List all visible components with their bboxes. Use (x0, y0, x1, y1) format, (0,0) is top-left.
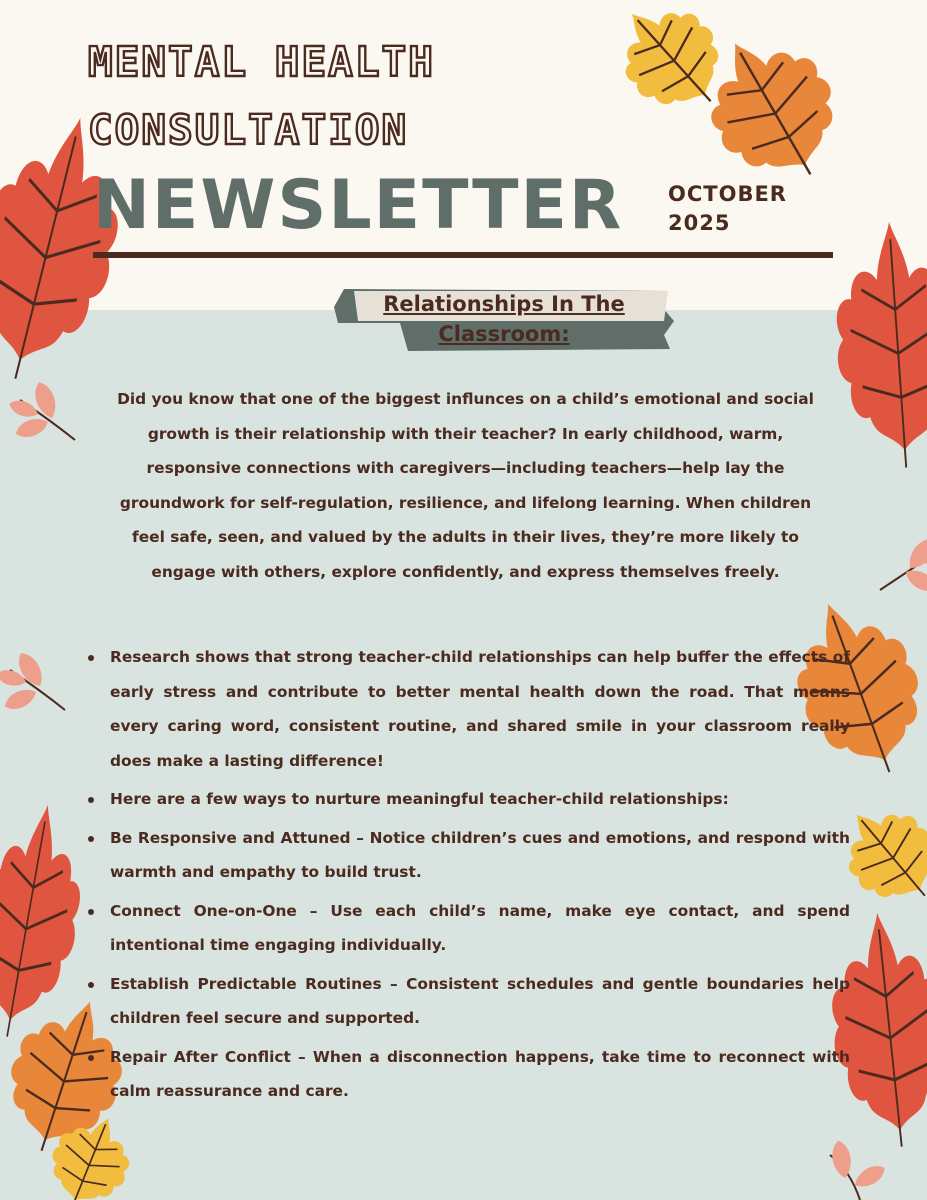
header-divider (93, 252, 833, 258)
list-item-text: Here are a few ways to nurture meaningful teacher-child relationships: (110, 790, 729, 808)
bullet-icon (88, 655, 94, 661)
intro-paragraph (78, 382, 853, 589)
bullet-icon (88, 909, 94, 915)
intro-line: engage with others, explore confidently, and express themselves freely. (151, 562, 780, 581)
list-item (78, 1040, 850, 1109)
title-line-consultation: CONSULTATION (88, 106, 409, 154)
tips-list (78, 640, 850, 1113)
title-newsletter: NEWSLETTER (93, 166, 624, 245)
bullet-icon (88, 836, 94, 842)
bullet-icon (88, 1055, 94, 1061)
list-item (78, 821, 850, 890)
list-item-text: Be Responsive and Attuned – Notice children’s cues and emotions, and respond with warmth and empathy to build trust. (110, 828, 850, 881)
issue-date (668, 180, 787, 238)
bullet-icon (88, 797, 94, 803)
intro-line: growth is their relationship with their teacher? In early childhood, warm, (147, 424, 784, 443)
section-heading-line1: Relationships In The (383, 292, 625, 316)
title-line-mental-health: MENTAL HEALTH (88, 38, 435, 86)
bullet-icon (88, 982, 94, 988)
list-item (78, 967, 850, 1036)
list-item-text: Repair After Conflict – When a disconnection happens, take time to reconnect with calm reassurance and care. (110, 1047, 850, 1100)
intro-line: groundwork for self-regulation, resilience, and lifelong learning. When children (119, 493, 812, 512)
section-heading-line2: Classroom: (438, 322, 570, 346)
intro-line: responsive connections with caregivers—including teachers—help lay the (146, 459, 785, 477)
issue-year: 2025 (668, 211, 731, 235)
list-item (78, 894, 850, 963)
intro-line: feel safe, seen, and valued by the adults in their lives, they’re more likely to (132, 528, 799, 546)
section-heading (334, 289, 674, 349)
list-item-text: Connect One-on-One – Use each child’s name, make eye contact, and spend intentional time engaging individually. (110, 901, 850, 954)
list-item-text: Establish Predictable Routines – Consistent schedules and gentle boundaries help children feel secure and supported. (110, 974, 850, 1027)
list-item (78, 782, 850, 817)
list-item-text: Research shows that strong teacher-child relationships can help buffer the effects of early stress and contribute to better mental health down the road. That means every caring word, consistent routine, and shared smile in your classroom really does make a lasting difference! (110, 648, 850, 770)
list-item (78, 640, 850, 778)
intro-line: Did you know that one of the biggest influnces on a child’s emotional and social (117, 390, 814, 408)
issue-month: OCTOBER (668, 182, 787, 206)
